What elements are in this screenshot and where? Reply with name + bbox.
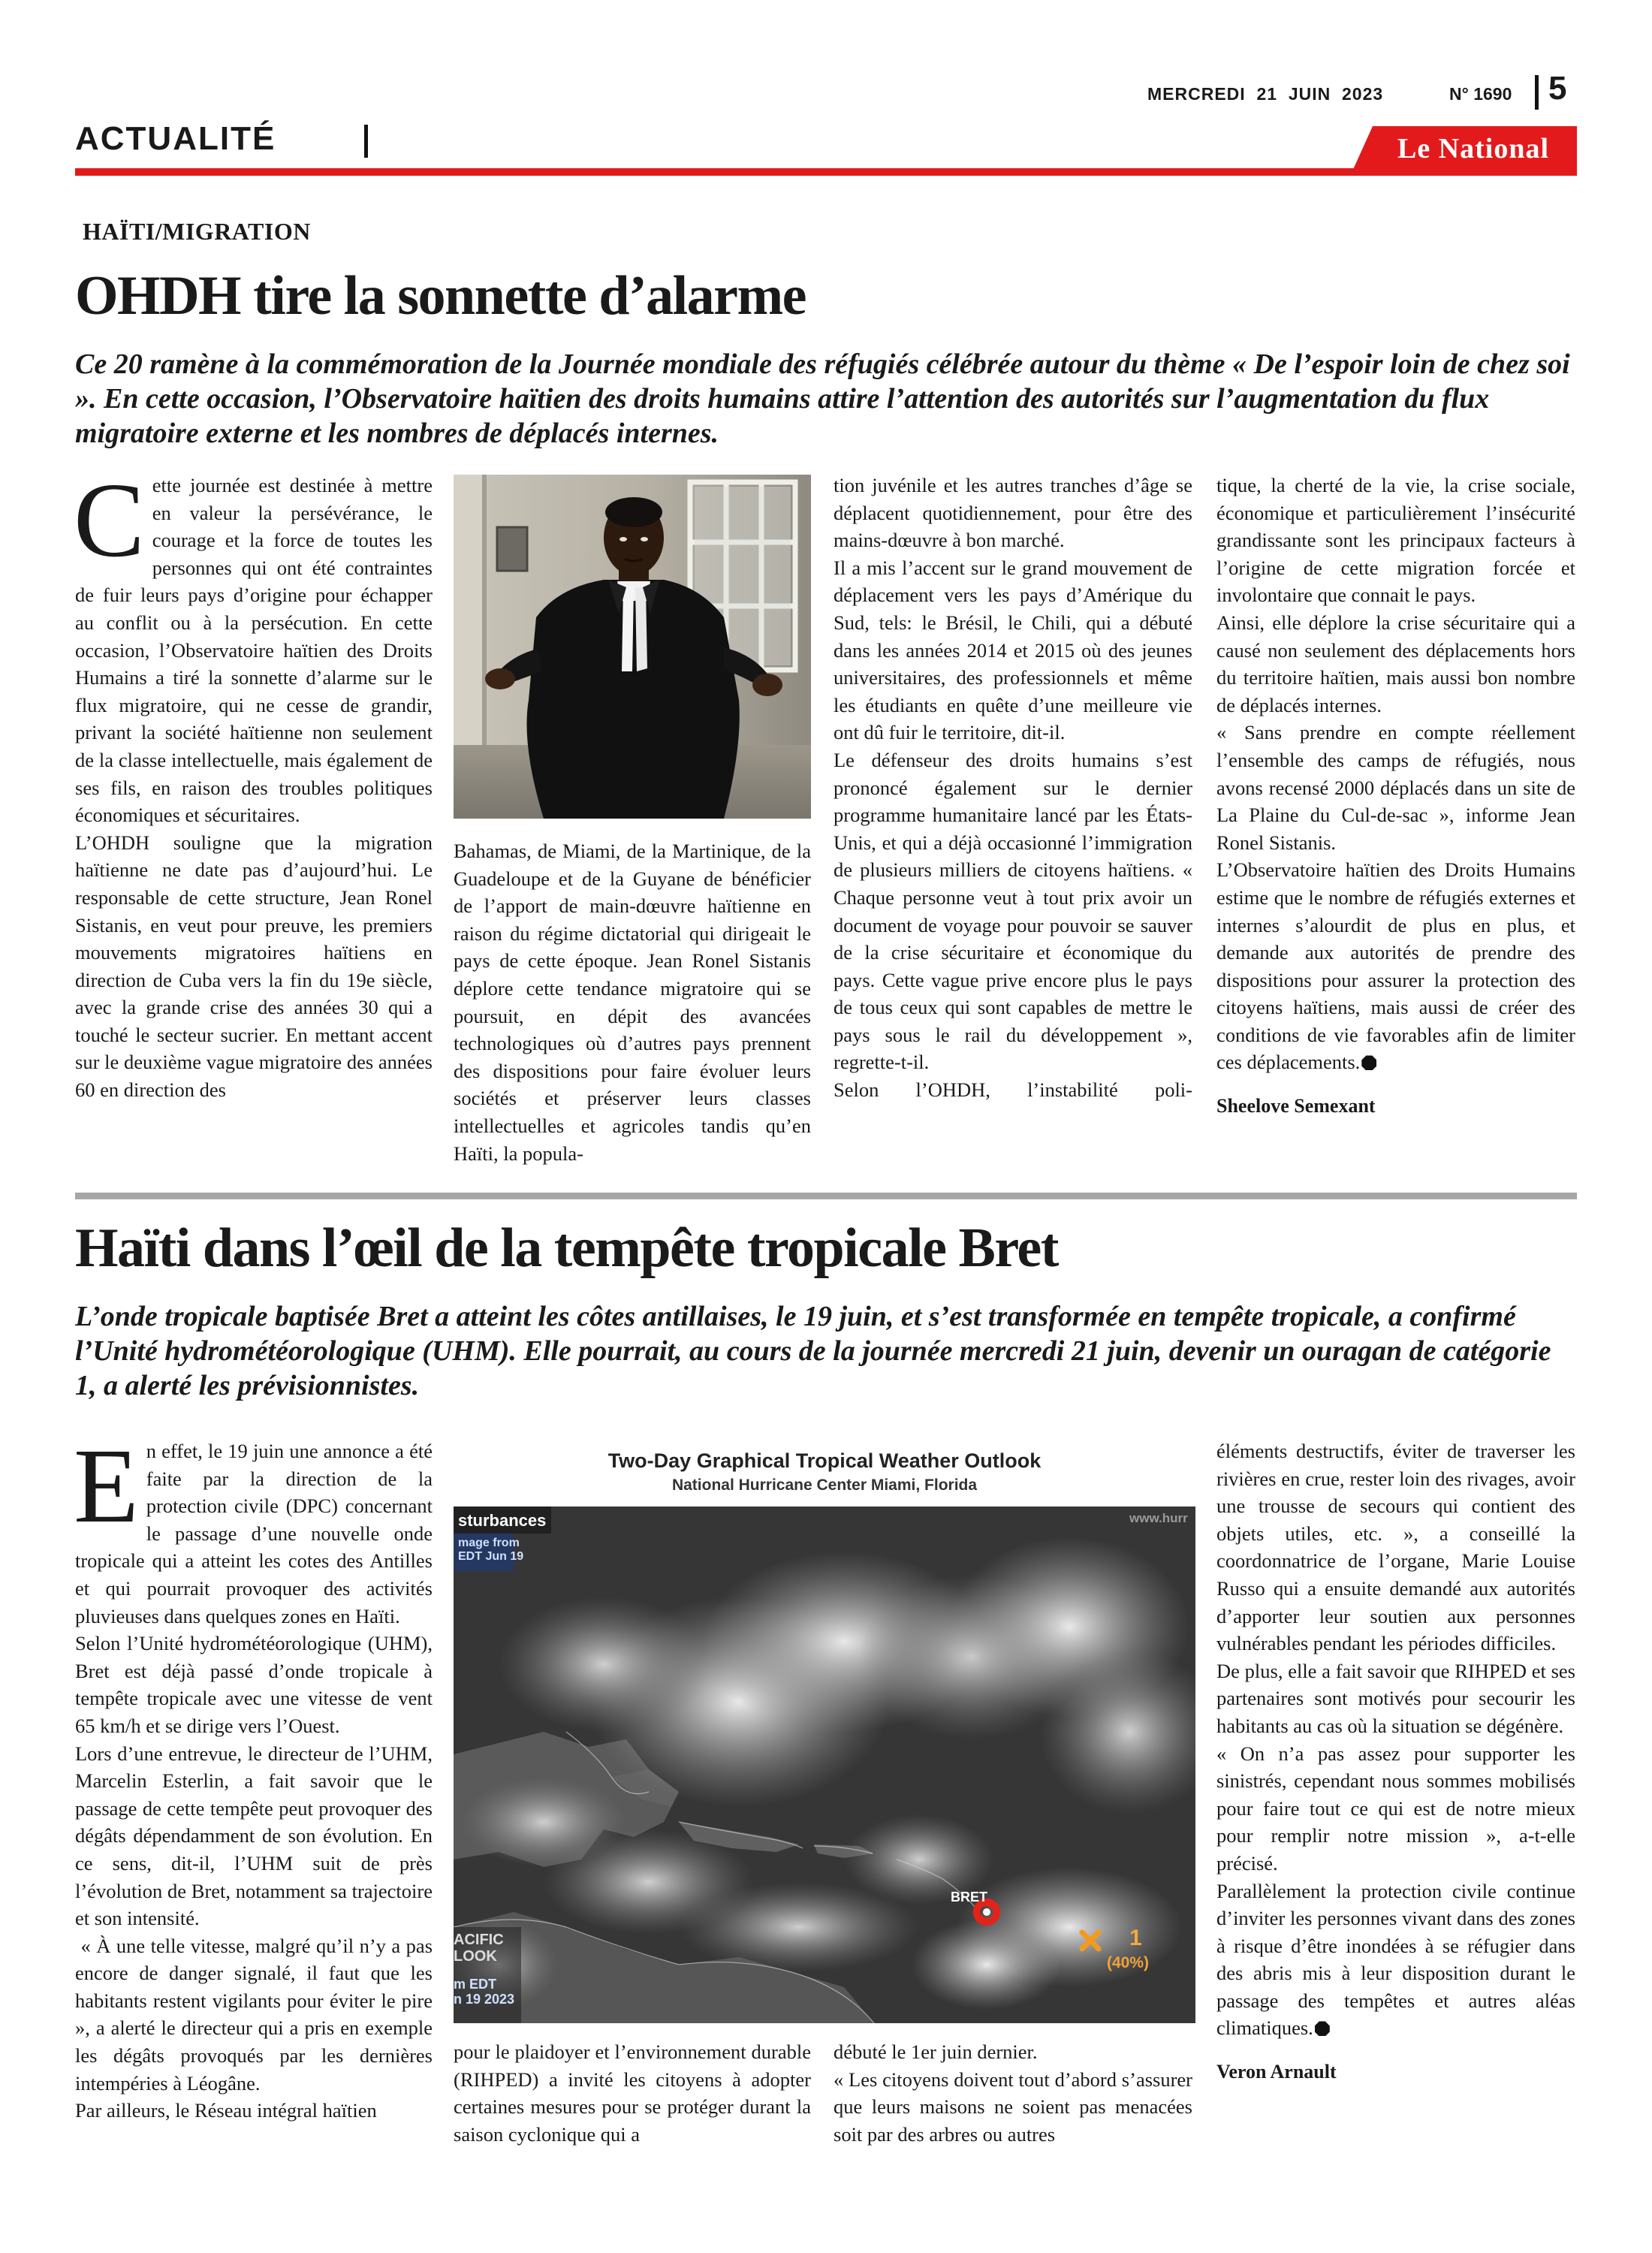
map-subtitle: National Hurricane Center Miami, Florida — [671, 1476, 978, 1494]
map-title: Two-Day Graphical Tropical Weather Outlook — [607, 1449, 1042, 1472]
storm-name-label: BRET — [951, 1890, 987, 1905]
section-divider — [364, 125, 368, 158]
article2-paragraph: Par ailleurs, le Réseau intégral haïtien — [75, 2099, 377, 2122]
article2-paragraph — [1216, 1878, 1575, 2043]
article1-paragraph: Il a mis l’accent sur le grand mouvement de déplacement vers les pays d’Amérique du Sud, tels: le Brésil, le Chili, qui a débuté dans les années 2014 et 2015 où des jeunes universitaires, des professionnels et même les étudiants en quête d’une meilleure vie ont dû fuir le territoire, dit-il. — [834, 556, 1192, 744]
article2-paragraph: éléments destructifs, éviter de traverser les rivières en crue, rester loin des rivages, avoir une trousse de secours qui contient des objets utiles, etc. », a conseillé la coordonnatrice de l’organe, Marie Louise Russo qui a ensuite demandé aux autorités d’apporter leur soutien aux personnes vulnérables pendant les périodes difficiles. — [1216, 1440, 1575, 1655]
portrait-image — [454, 475, 811, 819]
map-corner-date: m EDT n 19 2023 — [454, 1977, 515, 2007]
article1-paragraph: tique, la cherté de la vie, la crise sociale, économique et particulièrement l’insécurité grandissante sont les principaux facteurs à l’origine de cette migration forcée et involontaire que connait le pays. — [1216, 474, 1575, 607]
article2-paragraph: « On n’a pas assez pour supporter les sinistrés, cependant nous sommes mobilisés pour faire tout ce qui est de notre mieux pour remplir notre mission », a-t-elle précisé. — [1216, 1742, 1575, 1874]
map-corner-label: ACIFIC LOOK — [454, 1932, 504, 1965]
article2-paragraph: n effet, le 19 juin une annonce a été faite par la direction de la protection civile (DPC) concernant le passage d’une nouvelle onde tropicale qui a atteint les cotes des Antilles et qui pourrait provoquer des activités pluvieuses dans quelques zones en Haïti. — [75, 1440, 433, 1627]
article1-kicker: HAÏTI/MIGRATION — [83, 218, 311, 245]
article1-paragraph: tion juvénile et les autres tranches d’âge se déplacent quotidiennement, pour être des mains-dœuvre à bon marché. — [834, 474, 1192, 552]
article1-paragraph: Bahamas, de Miami, de la Martinique, de la Guadeloupe et de la Guyane de bénéficier de l’apport de main-dœuvre haïtienne en raison du régime dictatorial qui dirigeait le pays de cette époque. Jean Ronel Sistanis déplore cette tendance migratoire qui se poursuit, en dépit des avancées technologiques où d’autres pays prennent des dispositions pour faire évoluer leurs sociétés et préserver leurs classes intellectuelles et agricoles tandis qu’en Haïti, la popula- — [454, 840, 811, 1165]
article2-lede: L’onde tropicale baptisée Bret a atteint les côtes antillaises, le 19 juin, et s’est transformée en tempête tropicale, a confirmé l’Unité hydrométéorologique (UHM). Elle pourrait, au cours de la journée mercredi 21 juin, devenir un ouragan de catégorie 1, a alerté les prévisionnistes. — [75, 1301, 1551, 1401]
page-number: 5 — [1548, 70, 1567, 107]
article1-paragraph — [1216, 856, 1575, 1076]
article2-paragraph: Lors d’une entrevue, le directeur de l’UHM, Marcelin Esterlin, a fait savoir que le passage de cette tempête peut provoquer des dégâts dépendamment de son évolution. En ce sens, dit-il, l’UHM suit de près l’évolution de Bret, notamment sa trajectoire et son intensité. — [75, 1742, 433, 1930]
map-issued-label: mage from EDT Jun 19 — [458, 1537, 524, 1563]
article2-column-1 — [74, 1426, 438, 2125]
satellite-image — [454, 1507, 1195, 2023]
issue-number: N° 1690 — [1449, 84, 1512, 104]
article2-column-3 — [834, 2038, 1192, 2148]
article1-paragraph: L’OHDH souligne que la migration haïtienne ne date pas d’aujourd’hui. Le responsable de cette structure, Jean Ronel Sistanis, en veut pour preuve, les premiers mouvements migratoires haïtiens en direction de Cuba vers la fin du 19e siècle, avec la grande crise des années 30 qui a touché le secteur sucrier. En mettant accent sur le deuxième vague migratoire des années 60 en direction des — [75, 831, 433, 1102]
article2-paragraph: Selon l’Unité hydrométéorologique (UHM), Bret est déjà passé d’onde tropicale à tempête tropicale avec une vitesse de vent 65 km/h et se dirige vers l’Ouest. — [75, 1632, 433, 1737]
brand-name: Le National — [1397, 133, 1550, 164]
end-of-article-icon — [1315, 2021, 1330, 2036]
section-title: ACTUALITÉ — [75, 120, 276, 157]
article1-paragraph: Le défenseur des droits humains s’est prononcé également sur le dernier programme humanitaire lancé par les États-Unis, et qui a déjà occasionné l’immigration de plusieurs milliers de citoyens haïtiens. « Chaque personne veut à tout prix avoir un document de voyage pour pouvoir se sauver de la crise sécuritaire et économique du pays. Cette vague prive encore plus le pays de tous ceux qui sont capables de mettre le pays sous le rail du développement », regrette-t-il. — [834, 748, 1192, 1074]
probability-label: (40%) — [1107, 1954, 1150, 1971]
article2-column-2 — [454, 2038, 811, 2148]
article2-paragraph: De plus, elle a fait savoir que RIHPED et ses partenaires sont motivés pour secourir les habitants au cas où la situation se dégénère. — [1216, 1659, 1575, 1737]
article1-column-3 — [834, 472, 1192, 1104]
end-of-article-icon — [1361, 1055, 1376, 1070]
article2-paragraph-text: Parallèlement la protection civile continue d’inviter les personnes vivant dans des zones à risque d’être inondées à se réfugier dans des abris mis à leur disposition durant le passage des tempêtes et autres aléas climatiques. — [1216, 1879, 1575, 2040]
article2-byline: Veron Arnault — [1216, 2061, 1337, 2083]
article1-paragraph: ette journée est destinée à mettre en valeur la persévérance, le courage et la force de toutes les personnes qui ont été contraintes de fuir leurs pays d’origine pour échapper au conflit ou à la persécution. En cette occasion, l’Observatoire haïtien des Droits Humains a tiré la sonnette d’alarme sur le flux migratoire, qui ne cesse de grandir, privant la société haïtienne non seulement de la classe intellectuelle, mais également de ses fils, en raison des troubles politiques économiques et sécuritaires. — [75, 474, 433, 827]
article2-paragraph: « Les citoyens doivent tout d’abord s’assurer que leurs maisons ne soient pas menacées soit par des arbres ou autres — [834, 2068, 1192, 2146]
article1-paragraph: Ainsi, elle déplore la crise sécuritaire qui a causé non seulement des déplacements hors du territoire haïtien, mais aussi bon nombre de déplacés internes. — [1216, 611, 1575, 716]
article1-column-4 — [1216, 472, 1575, 1120]
article1-paragraph: « Sans prendre en compte réellement l’ensemble des camps de réfugiés, nous avons recensé 2000 déplacés dans un site de La Plaine du Cul-de-sac », informe Jean Ronel Sistanis. — [1216, 721, 1575, 854]
article1-photo — [454, 475, 811, 819]
article1-headline: OHDH tire la sonnette d’alarme — [75, 265, 806, 327]
map-panel-label: sturbances — [458, 1511, 547, 1530]
issue-date: MERCREDI 21 JUIN 2023 — [1147, 84, 1384, 104]
article1-paragraph: Selon l’OHDH, l’instabilité poli- — [834, 1078, 1192, 1102]
article2-paragraph: « À une telle vitesse, malgré qu’il n’y a pas encore de danger signalé, il faut que les habitants restent vigilants pour éviter le pire », a alerté le directeur qui a pris en exemple les dégâts provoqués par les dernières intempéries à Léogâne. — [75, 1934, 438, 2095]
weather-outlook-map — [454, 1439, 1195, 2023]
article1-paragraph-text: L’Observatoire haïtien des Droits Humains estime que le nombre de réfugiés externes et internes s’alourdit de plus en plus, et demande aux autorités de prendre des dispositions pour assurer la protection des citoyens haïtiens, mais aussi de créer des conditions de vie favorables afin de limiter ces déplacements. — [1216, 858, 1575, 1074]
article1-column-1 — [74, 460, 433, 1104]
article-divider — [75, 1193, 1577, 1199]
article2-paragraph: pour le plaidoyer et l’environnement durable (RIHPED) a invité les citoyens à adopter certaines mesures pour se protéger durant la saison cyclonique qui a — [454, 2040, 811, 2146]
map-site-label: www.hurr — [1129, 1511, 1188, 1525]
article2-dropcap: E — [74, 1426, 139, 1545]
header-rule — [75, 168, 1577, 176]
article2-column-4 — [1216, 1437, 1575, 2086]
article1-lede: Ce 20 ramène à la commémoration de la Journée mondiale des réfugiés célébrée autour du thème « De l’espoir loin de chez soi ». En cette occasion, l’Observatoire haïtien des droits humains attire l’attention des autorités sur l’augmentation du flux migratoire externe et les nombres de déplacés internes. — [75, 348, 1570, 449]
article2-headline: Haïti dans l’œil de la tempête tropicale Bret — [75, 1217, 1058, 1279]
article1-column-2 — [454, 837, 811, 1167]
article1-dropcap: C — [74, 460, 145, 579]
page-number-divider — [1535, 75, 1539, 110]
article1-byline: Sheelove Semexant — [1216, 1095, 1376, 1117]
system-number-label: 1 — [1129, 1926, 1142, 1950]
article2-paragraph: débuté le 1er juin dernier. — [834, 2040, 1038, 2063]
